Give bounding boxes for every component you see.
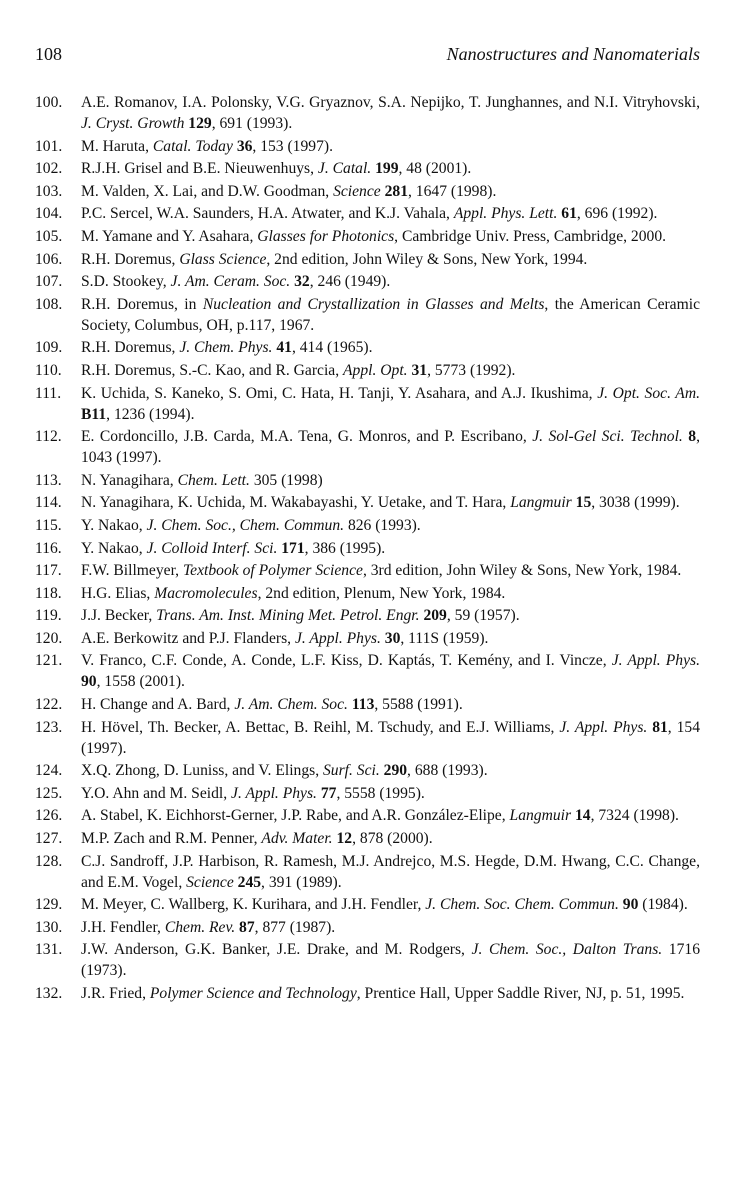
journal-title: J. Cryst. Growth [81,115,185,132]
journal-title: J. Am. Ceram. Soc. [170,273,291,291]
journal-title: J. Colloid Interf. Sci. [146,539,278,557]
volume-number: 87 [239,918,255,936]
journal-title: Chem. Lett. [177,471,250,489]
reference-text [81,138,333,155]
reference-number: 108. [35,295,63,313]
reference-item [35,181,700,202]
reference-segment: , 48 (2001). [398,160,472,178]
reference-segment: , 877 (1987). [254,918,336,936]
reference-number: 101. [35,137,63,155]
volume-number: 281 [384,182,408,200]
reference-number: 104. [35,205,63,223]
reference-segment: , 696 (1992). [576,205,658,223]
reference-text [81,251,587,268]
reference-item [35,983,700,1004]
reference-segment: , 386 (1995). [304,539,386,557]
reference-segment: P.C. Sercel, W.A. Saunders, H.A. Atwater, and K.J. Vahala, [81,205,454,223]
reference-segment: , Cambridge Univ. Press, Cambridge, 2000. [394,227,667,245]
reference-item [35,470,700,491]
reference-item [35,337,700,358]
reference-text [81,762,488,779]
journal-title: Surf. Sci. [323,762,380,780]
reference-segment: N. Yanagihara, K. Uchida, M. Wakabayashi, Y. Uetake, and T. Hara, [81,494,511,512]
page-header [35,44,700,68]
journal-title: J. Appl. Phys. [611,652,700,670]
reference-item [35,783,700,804]
reference-segment: H.G. Elias, [81,584,155,602]
journal-title: J. Chem. Soc. Chem. Commun. [425,896,619,914]
reference-segment: , 111S (1959). [400,629,489,647]
reference-number: 117. [35,562,62,580]
reference-list [35,92,700,1006]
reference-text [81,273,390,290]
reference-item [35,851,700,893]
reference-text [81,472,323,489]
reference-text [81,517,421,534]
reference-text [81,652,700,690]
reference-segment: 826 (1993). [344,516,421,534]
reference-number: 114. [35,494,62,512]
journal-title: Science [333,182,381,200]
reference-segment: M. Haruta, [81,137,153,155]
reference-segment: A. Stabel, K. Eichhorst-Gerner, J.P. Rabe, and A.R. González-Elipe, [81,807,510,825]
reference-number: 107. [35,273,63,291]
reference-segment: J.R. Fried, [81,985,150,1002]
reference-segment: S.D. Stookey, [81,273,171,291]
reference-segment: , 1043 (1997). [81,428,700,467]
reference-segment: , 878 (2000). [352,830,433,848]
reference-item [35,894,700,915]
reference-item [35,426,700,468]
reference-segment: V. Franco, C.F. Conde, A. Conde, L.F. Kiss, D. Kaptás, T. Kemény, and I. Vincze, [81,652,612,670]
reference-segment: R.H. Doremus, [81,339,180,357]
reference-item [35,805,700,826]
reference-number: 116. [35,539,62,557]
reference-segment: H. Change and A. Bard, [81,696,235,714]
reference-item [35,760,700,781]
reference-segment: , 2nd edition, John Wiley & Sons, New York, 1994. [266,250,588,268]
volume-number: 77 [320,784,337,802]
reference-text [81,562,681,579]
reference-text [81,830,433,847]
reference-item [35,583,700,604]
reference-number: 125. [35,784,63,802]
volume-number: 36 [236,137,253,155]
journal-title: J. Appl. Phys. [559,718,648,736]
reference-number: 124. [35,762,63,780]
reference-text [81,205,657,222]
reference-number: 131. [35,941,63,959]
reference-segment: K. Uchida, S. Kaneko, S. Omi, C. Hata, H. Tanji, Y. Asahara, and A.J. Ikushima, [81,384,598,402]
volume-number: B11 [81,405,107,423]
reference-segment: , 153 (1997). [252,137,333,155]
reference-text [81,94,700,132]
reference-item [35,828,700,849]
reference-segment: , the American Ceramic Society, Columbus, OH, p.117, 1967. [81,295,700,334]
journal-title: Appl. Phys. Lett. [453,205,558,223]
reference-segment: , 3038 (1999). [591,494,680,512]
reference-number: 122. [35,696,63,714]
journal-title: J. Appl. Phys. [294,629,381,647]
volume-number: 14 [574,807,591,825]
volume-number: 8 [688,428,697,446]
reference-segment: , 391 (1989). [261,873,342,891]
reference-text [81,919,335,936]
reference-item [35,717,700,759]
journal-title: Trans. Am. Inst. Mining Met. Petrol. Engr. [156,607,420,625]
volume-number: 290 [383,762,408,780]
journal-title: J. Appl. Phys. [231,784,317,802]
volume-number: 199 [375,160,399,178]
volume-number: 41 [276,339,292,357]
reference-number: 109. [35,339,63,357]
reference-item [35,92,700,134]
reference-segment: , 246 (1949). [309,273,391,291]
reference-segment: M. Valden, X. Lai, and D.W. Goodman, [81,182,334,200]
volume-number: 245 [237,873,262,891]
reference-item [35,628,700,649]
reference-item [35,383,700,425]
reference-item [35,560,700,581]
journal-title: Langmuir [509,807,572,825]
volume-number: 15 [575,494,592,512]
reference-segment: R.H. Doremus, in [81,295,203,313]
reference-segment: Y. Nakao, [81,516,147,534]
reference-segment: H. Hövel, Th. Becker, A. Bettac, B. Reihl, M. Tschudy, and E.J. Williams, [81,718,560,736]
volume-number: 81 [652,718,668,736]
reference-item [35,294,700,336]
reference-item [35,249,700,270]
reference-number: 106. [35,250,63,268]
journal-title: Macromolecules [154,584,258,602]
reference-item [35,203,700,224]
reference-segment: , 7324 (1998). [590,807,679,825]
volume-number: 113 [351,696,375,714]
reference-item [35,538,700,559]
journal-title: Chem. Rev. [164,918,236,936]
reference-segment: , 5773 (1992). [427,361,516,379]
reference-segment: R.H. Doremus, S.-C. Kao, and R. Garcia, [81,361,344,379]
reference-segment: , 688 (1993). [407,762,488,780]
volume-number: 61 [561,205,577,223]
reference-segment: Y.O. Ahn and M. Seidl, [81,784,232,802]
reference-item [35,605,700,626]
reference-segment: , 1558 (2001). [96,673,185,691]
volume-number: 209 [423,607,447,625]
volume-number: 129 [188,115,212,132]
reference-segment: , 154 (1997). [81,718,700,757]
reference-segment: J.H. Fendler, [81,918,165,936]
reference-number: 103. [35,182,63,200]
reference-number: 118. [35,584,62,602]
reference-segment: R.H. Doremus, [81,250,180,268]
reference-item [35,917,700,938]
reference-segment: M. Yamane and Y. Asahara, [81,227,258,245]
reference-text [81,785,425,802]
volume-number: 90 [622,896,639,914]
reference-number: 120. [35,629,63,647]
reference-segment: C.J. Sandroff, J.P. Harbison, R. Ramesh, M.J. Andrejco, M.S. Hegde, D.M. Hwang, C.C. Change, and E.M. Vogel, [81,852,700,891]
reference-segment: , 59 (1957). [446,607,520,625]
reference-text [81,853,700,891]
reference-text [81,896,688,913]
reference-segment: M.P. Zach and R.M. Penner, [81,830,262,848]
reference-segment: , 5588 (1991). [374,696,463,714]
journal-title: Langmuir [510,494,572,512]
reference-item [35,158,700,179]
reference-number: 112. [35,428,62,446]
reference-number: 100. [35,94,63,111]
volume-number: 31 [411,361,428,379]
journal-title: J. Chem. Soc., Chem. Commun. [146,516,345,534]
reference-segment: , 5558 (1995). [336,784,425,802]
reference-item [35,360,700,381]
reference-item [35,271,700,292]
journal-title: Polymer Science and Technology [149,985,357,1002]
reference-segment: , 1647 (1998). [408,182,497,200]
reference-segment: R.J.H. Grisel and B.E. Nieuwenhuys, [81,160,318,178]
reference-segment: Y. Nakao, [81,539,147,557]
reference-text [81,585,505,602]
reference-segment: , 3rd edition, John Wiley & Sons, New York, 1984. [362,562,682,580]
reference-segment: , 414 (1965). [291,339,373,357]
reference-number: 129. [35,896,63,914]
reference-text [81,362,515,379]
journal-title: Glasses for Photonics [257,227,395,245]
reference-segment: X.Q. Zhong, D. Luniss, and V. Elings, [81,762,323,780]
reference-item [35,515,700,536]
volume-number: 171 [281,539,305,557]
reference-segment: (1984). [638,896,688,914]
reference-segment: J.J. Becker, [81,607,157,625]
reference-number: 127. [35,830,63,848]
reference-number: 102. [35,160,63,178]
journal-title: J. Opt. Soc. Am. [597,384,700,402]
reference-text [81,985,684,1002]
reference-text [81,941,700,979]
reference-segment: , 2nd edition, Plenum, New York, 1984. [257,584,506,602]
reference-item [35,136,700,157]
reference-number: 115. [35,516,62,534]
journal-title: Catal. Today [152,137,233,155]
reference-item [35,226,700,247]
reference-segment: N. Yanagihara, [81,471,178,489]
reference-text [81,807,679,824]
running-title: Nanostructures and Nanomaterials [446,44,700,64]
reference-text [81,719,700,757]
journal-title: Appl. Opt. [343,361,408,379]
reference-number: 121. [35,652,63,670]
volume-number: 30 [384,629,401,647]
reference-text [81,607,520,624]
reference-number: 111. [35,384,62,402]
reference-number: 119. [35,607,62,625]
reference-segment: E. Cordoncillo, J.B. Carda, M.A. Tena, G. Monros, and P. Escribano, [81,428,533,446]
reference-text [81,183,496,200]
reference-item [35,694,700,715]
reference-segment: , 1236 (1994). [106,405,195,423]
reference-text [81,494,680,511]
reference-number: 123. [35,718,63,736]
reference-segment: 1716 (1973). [81,941,700,980]
reference-number: 130. [35,918,63,936]
reference-text [81,160,471,177]
journal-title: J. Sol-Gel Sci. Technol. [532,428,683,446]
reference-segment: F.W. Billmeyer, [81,562,183,580]
reference-segment: , 691 (1993). [211,115,293,132]
volume-number: 90 [81,673,97,691]
reference-item [35,492,700,513]
reference-number: 105. [35,227,63,245]
reference-item [35,650,700,692]
volume-number: 12 [336,830,353,848]
reference-text [81,696,463,713]
reference-text [81,630,488,647]
journal-title: Textbook of Polymer Science [182,562,363,580]
reference-text [81,385,700,423]
reference-segment: J.W. Anderson, G.K. Banker, J.E. Drake, and M. Rodgers, [81,941,472,959]
reference-segment: A.E. Romanov, I.A. Polonsky, V.G. Gryaznov, S.A. Nepijko, T. Junghannes, and N.I. Vitryhovski, [81,94,700,111]
reference-segment: 305 (1998) [249,471,323,489]
journal-title: Nucleation and Crystallization in Glasses and Melts [202,295,545,313]
reference-text [81,339,373,356]
reference-segment: M. Meyer, C. Wallberg, K. Kurihara, and J.H. Fendler, [81,896,426,914]
reference-text [81,428,700,466]
volume-number: 32 [294,273,310,291]
reference-segment: , Prentice Hall, Upper Saddle River, NJ, p. 51, 1995. [356,985,685,1002]
page-number: 108 [35,44,62,64]
journal-title: J. Am. Chem. Soc. [234,696,348,714]
journal-title: Science [186,873,234,891]
journal-title: J. Catal. [317,160,372,178]
reference-text [81,540,385,557]
journal-title: J. Chem. Soc., Dalton Trans. [471,941,663,959]
reference-number: 113. [35,471,62,489]
journal-title: Adv. Mater. [261,830,333,848]
reference-text [81,228,666,245]
reference-segment: A.E. Berkowitz and P.J. Flanders, [81,629,295,647]
reference-text [81,296,700,334]
journal-title: Glass Science [179,250,267,268]
reference-number: 126. [35,807,63,825]
reference-item [35,939,700,981]
reference-number: 110. [35,361,62,379]
reference-number: 128. [35,852,63,870]
journal-title: J. Chem. Phys. [179,339,273,357]
reference-number: 132. [35,985,63,1002]
